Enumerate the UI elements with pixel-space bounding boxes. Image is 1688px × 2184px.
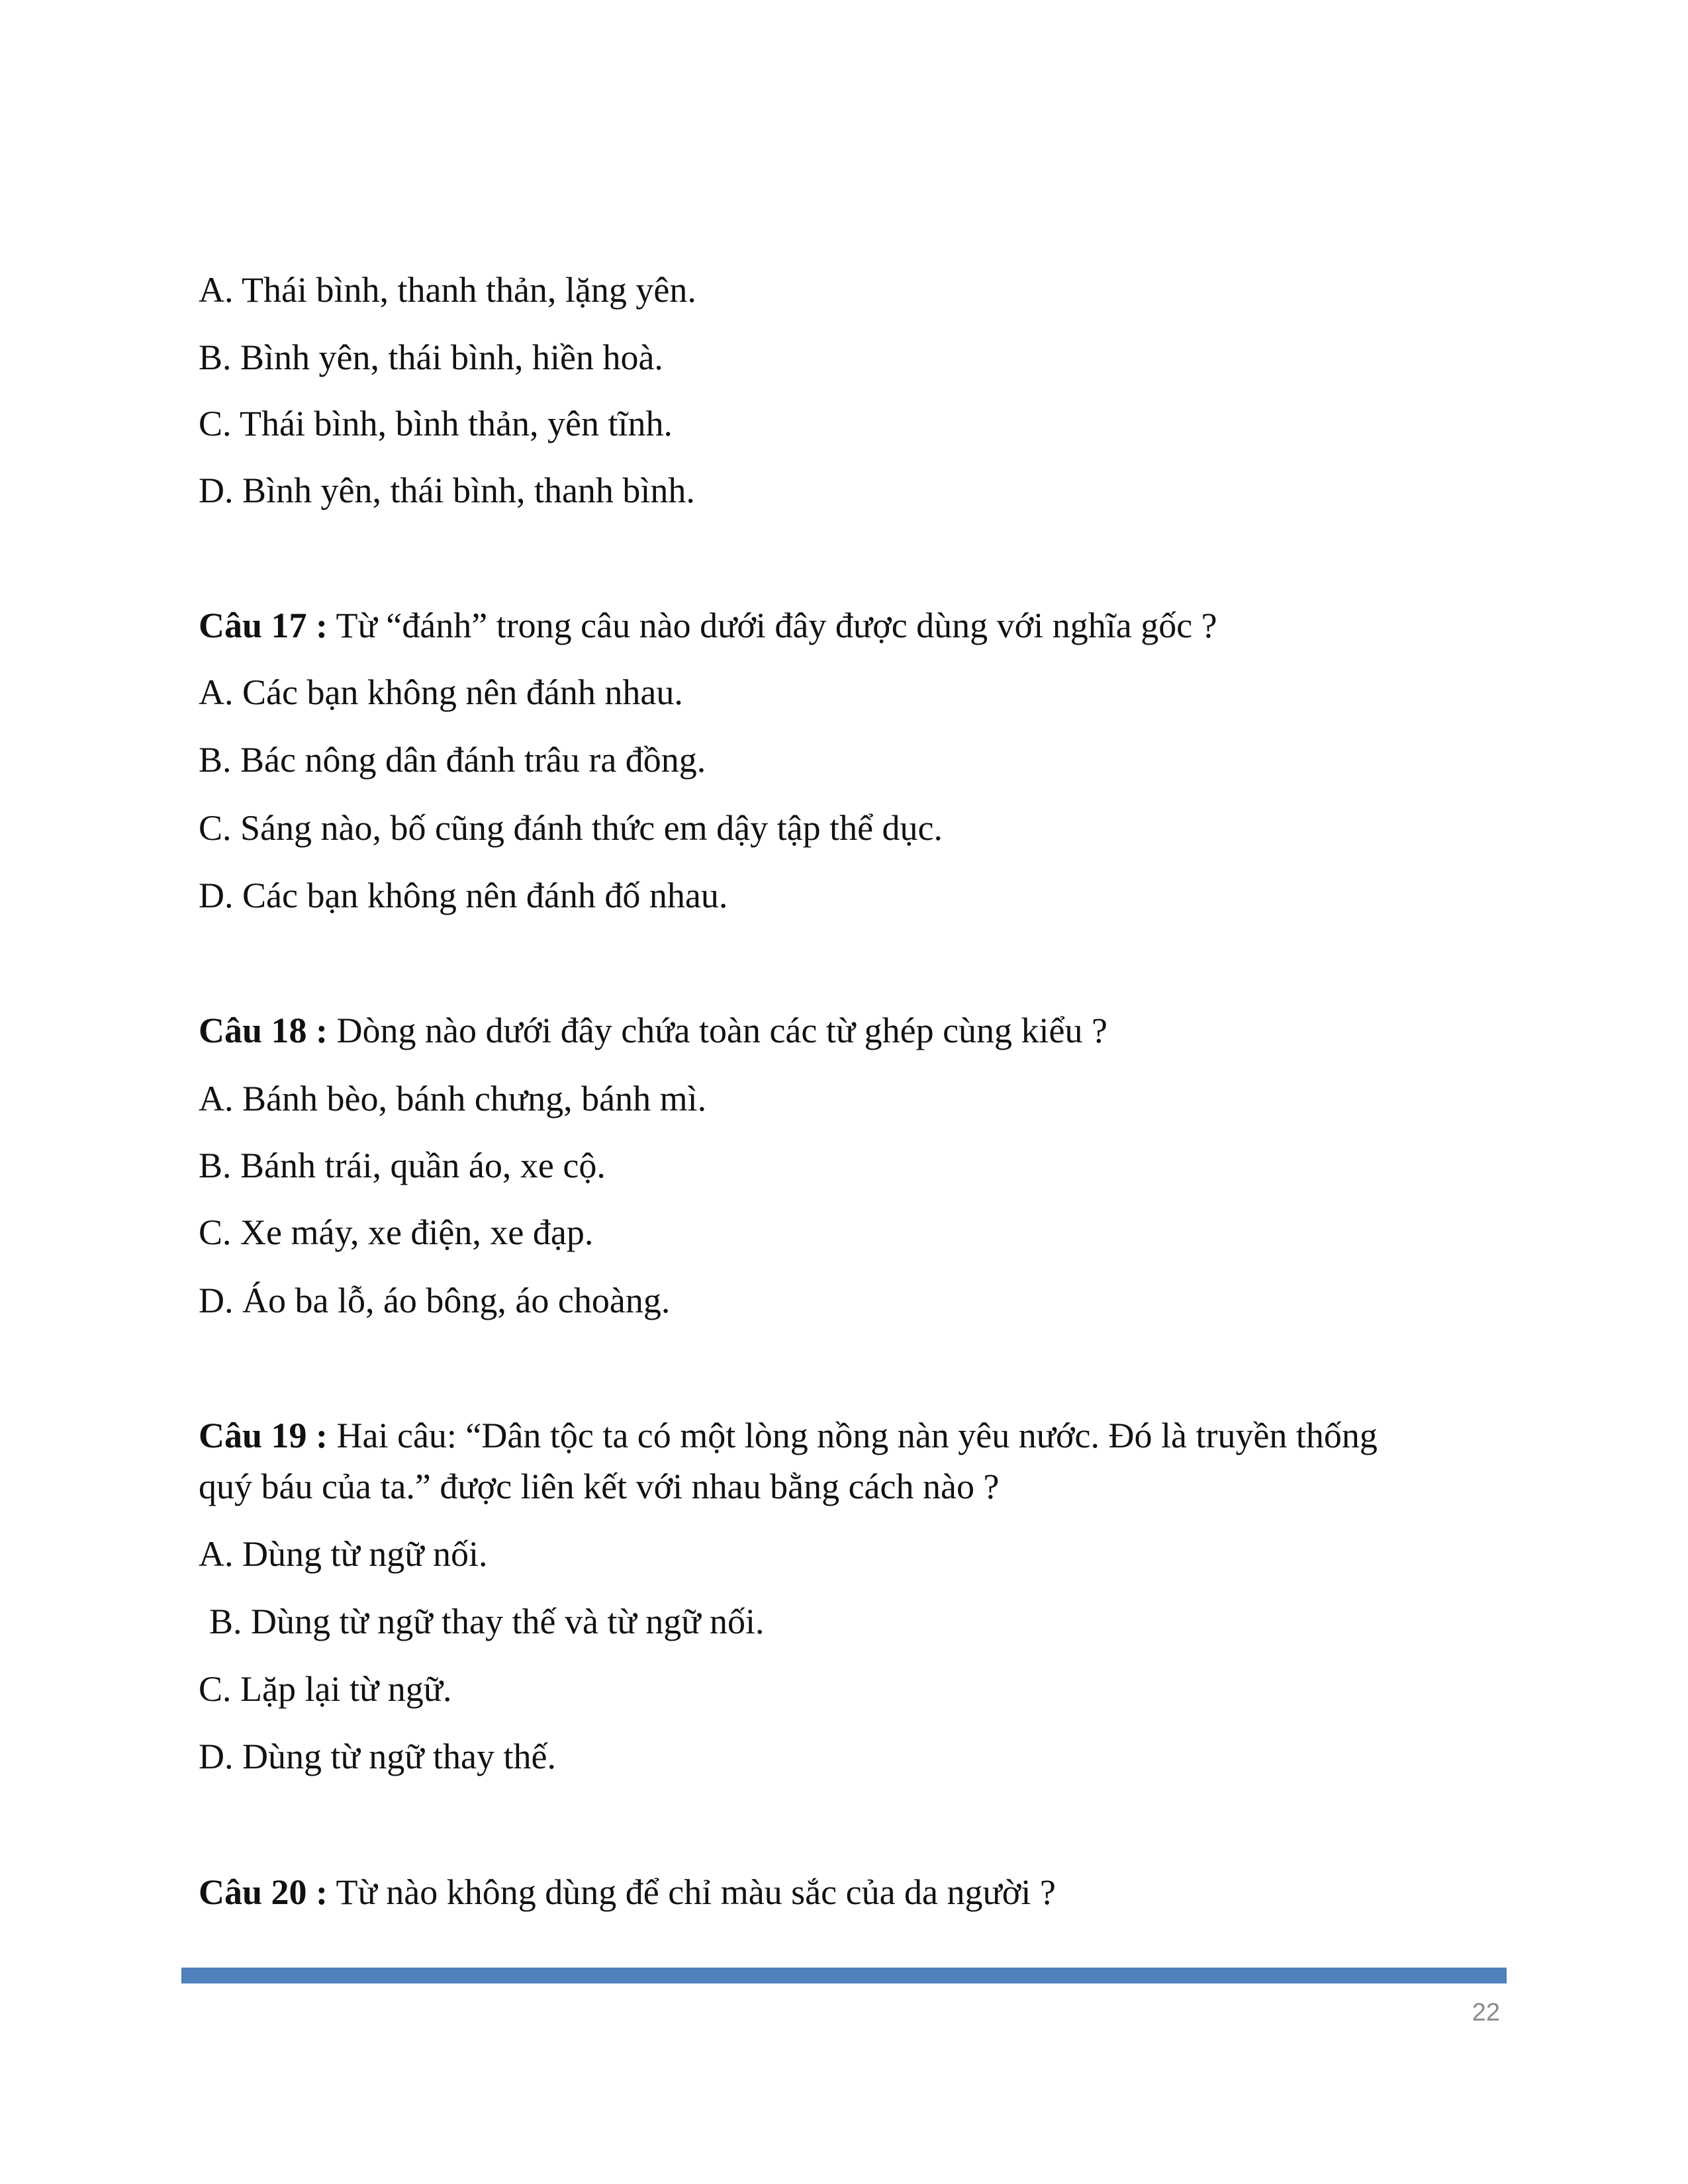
q19-question-line2: quý báu của ta.” được liên kết với nhau bằng cách nào ? [199, 1467, 1000, 1506]
q19-question-line1 [199, 1414, 1378, 1457]
q19-option-c: C. Lặp lại từ ngữ. [199, 1669, 452, 1709]
q17-text: Từ “đánh” trong câu nào dưới đây được dùng với nghĩa gốc ? [328, 606, 1217, 645]
q19-text-line1: Hai câu: “Dân tộc ta có một lòng nồng nàn yêu nước. Đó là truyền thống [328, 1416, 1378, 1455]
q18-option-a: A. Bánh bèo, bánh chưng, bánh mì. [199, 1079, 707, 1118]
q20-label: Câu 20 : [199, 1872, 328, 1912]
q19-option-b: B. Dùng từ ngữ thay thế và từ ngữ nối. [209, 1602, 765, 1641]
q17-option-c: C. Sáng nào, bố cũng đánh thức em dậy tập thể dục. [199, 808, 943, 848]
q16-option-c: C. Thái bình, bình thản, yên tĩnh. [199, 404, 673, 443]
q18-option-b: B. Bánh trái, quần áo, xe cộ. [199, 1146, 606, 1185]
q18-label: Câu 18 : [199, 1011, 328, 1050]
page-number: 22 [1472, 1999, 1500, 2026]
q17-label: Câu 17 : [199, 606, 328, 645]
q18-option-d: D. Áo ba lỗ, áo bông, áo choàng. [199, 1281, 671, 1320]
q17-question [199, 604, 1217, 647]
q17-option-b: B. Bác nông dân đánh trâu ra đồng. [199, 740, 706, 780]
q17-option-d: D. Các bạn không nên đánh đố nhau. [199, 876, 728, 915]
q16-option-b: B. Bình yên, thái bình, hiền hoà. [199, 338, 663, 377]
q19-option-a: A. Dùng từ ngữ nối. [199, 1534, 488, 1574]
q18-question [199, 1009, 1107, 1052]
q19-label: Câu 19 : [199, 1416, 328, 1455]
q16-option-a: A. Thái bình, thanh thản, lặng yên. [199, 270, 696, 310]
q20-text: Từ nào không dùng để chỉ màu sắc của da người ? [328, 1872, 1056, 1912]
q18-text: Dòng nào dưới đây chứa toàn các từ ghép cùng kiểu ? [328, 1011, 1107, 1050]
q18-option-c: C. Xe máy, xe điện, xe đạp. [199, 1212, 594, 1252]
q16-option-d: D. Bình yên, thái bình, thanh bình. [199, 471, 695, 510]
q20-question [199, 1870, 1056, 1914]
q19-option-d: D. Dùng từ ngữ thay thế. [199, 1737, 556, 1776]
footer-rule [181, 1968, 1507, 1983]
q17-option-a: A. Các bạn không nên đánh nhau. [199, 672, 683, 712]
